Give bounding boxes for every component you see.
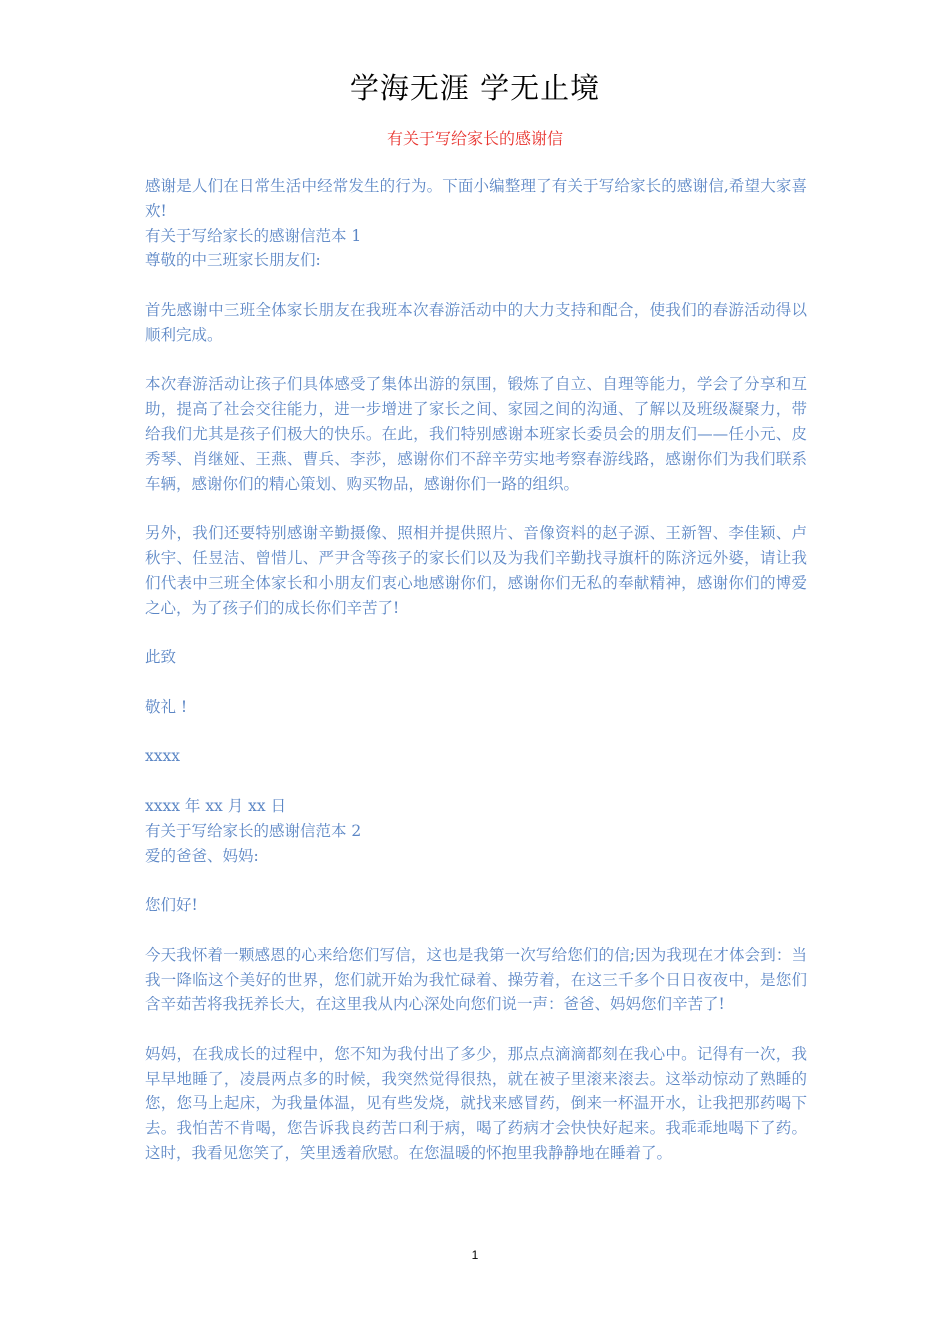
intro-paragraph: 感谢是人们在日常生活中经常发生的行为。下面小编整理了有关于写给家长的感谢信,希望大家喜欢! xyxy=(145,177,807,220)
sample-1-heading: 有关于写给家长的感谢信范本 1 xyxy=(145,226,362,245)
document-body xyxy=(145,174,807,1166)
greeting: 您们好! xyxy=(145,896,198,915)
signature: xxxx xyxy=(145,747,180,766)
salutation-2: 爱的爸爸、妈妈: xyxy=(145,846,259,865)
body-paragraph: 首先感谢中三班全体家长朋友在我班本次春游活动中的大力支持和配合，使我们的春游活动得以顺利完成。 xyxy=(145,300,807,344)
body-paragraph: 妈妈，在我成长的过程中，您不知为我付出了多少，那点点滴滴都刻在我心中。记得有一次，我早早地睡了，凌晨两点多的时候，我突然觉得很热，就在被子里滚来滚去。这举动惊动了熟睡的您，您马上起床，为我量体温，见有些发烧，就找来感冒药，倒来一杯温开水，让我把那药喝下去。我怕苦不肯喝，您告诉我良药苦口利于病，喝了药病才会快快好起来。我乖乖地喝下了药。这时，我看见您笑了，笑里透着欣慰。在您温暖的怀抱里我静静地在睡着了。 xyxy=(145,1044,807,1163)
closing-regards: 敬礼 ! xyxy=(145,697,188,716)
salutation-1: 尊敬的中三班家长朋友们: xyxy=(145,251,321,270)
page-number: 1 xyxy=(471,1248,479,1262)
document-title: 有关于写给家长的感谢信 xyxy=(386,129,563,148)
date-line: xxxx 年 xx 月 xx 日 xyxy=(145,796,287,815)
header-title: 学海无涯 学无止境 xyxy=(349,71,601,105)
body-paragraph: 另外，我们还要特别感谢辛勤摄像、照相并提供照片、音像资料的赵子源、王新智、李佳颖、卢秋宇、任昱洁、曾惜儿、严尹含等孩子的家长们以及为我们辛勤找寻旗杆的陈济远外婆，请让我们代表中三班全体家长和小朋友们衷心地感谢你们，感谢你们无私的奉献精神，感谢你们的博爱之心，为了孩子们的成长你们辛苦了! xyxy=(145,524,807,617)
closing-line: 此致 xyxy=(145,648,177,667)
body-paragraph: 本次春游活动让孩子们具体感受了集体出游的氛围，锻炼了自立、自理等能力，学会了分享和互助，提高了社会交往能力，进一步增进了家长之间、家园之间的沟通、了解以及班级凝聚力，带给我们尤其是孩子们极大的快乐。在此，我们特别感谢本班家长委员会的朋友们——任小元、皮秀琴、肖继娅、王燕、曹兵、李莎，感谢你们不辞辛劳实地考察春游线路，感谢你们为我们联系车辆，感谢你们的精心策划、购买物品，感谢你们一路的组织。 xyxy=(145,375,807,493)
body-paragraph: 今天我怀着一颗感恩的心来给您们写信，这也是我第一次写给您们的信;因为我现在才体会到：当我一降临这个美好的世界，您们就开始为我忙碌着、操劳着，在这三千多个日日夜夜中，是您们含辛茹苦将我抚养长大，在这里我从内心深处向您们说一声：爸爸、妈妈您们辛苦了! xyxy=(145,945,807,1014)
sample-2-heading: 有关于写给家长的感谢信范本 2 xyxy=(145,821,362,840)
